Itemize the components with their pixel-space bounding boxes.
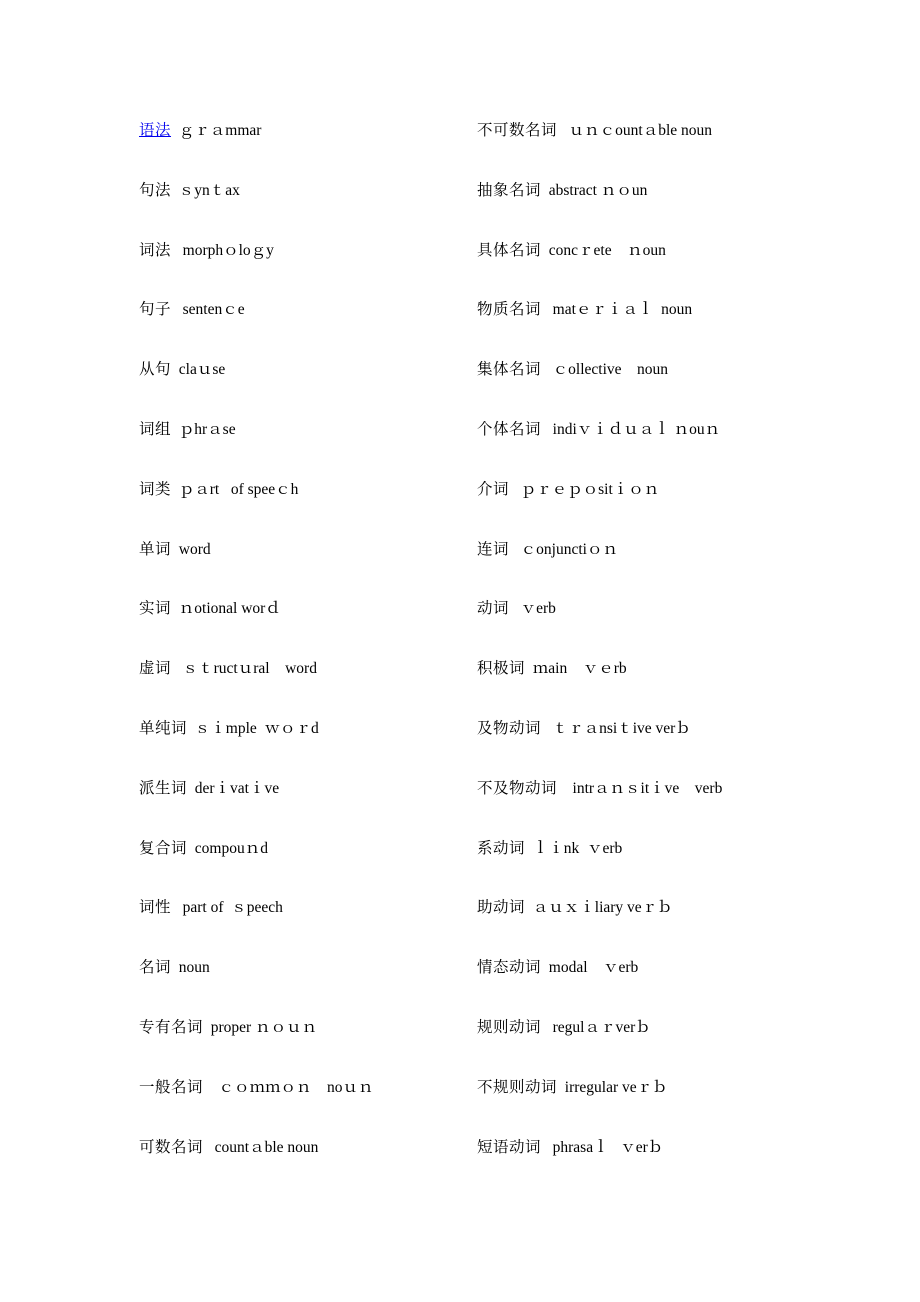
term-english: matｅｒｉａｌ noun	[541, 301, 693, 319]
term-entry	[477, 1075, 897, 1135]
term-chinese: 及物动词	[477, 719, 542, 737]
term-chinese: 个体名词	[477, 420, 542, 438]
term-english: noun	[171, 959, 210, 977]
term-chinese: 抽象名词	[477, 181, 542, 199]
term-english: morphｏloｇy	[171, 241, 274, 259]
term-chinese: 助动词	[477, 899, 526, 917]
term-english: ｐａrt of speeｃh	[171, 480, 299, 498]
term-english: ｓｔructｕral word	[171, 660, 317, 678]
term-entry	[477, 357, 897, 417]
term-english: ｓｉmple ｗｏｒd	[187, 719, 319, 737]
term-chinese: 系动词	[477, 839, 526, 857]
term-entry	[477, 955, 897, 1015]
term-english: derｉvatｉve	[187, 779, 280, 797]
term-chinese: 不规则动词	[477, 1078, 558, 1096]
term-chinese: 规则动词	[477, 1018, 542, 1036]
term-english: ｓynｔax	[171, 181, 240, 199]
term-english: concｒete ｎoun	[541, 241, 666, 259]
term-chinese: 可数名词	[139, 1138, 204, 1156]
term-entry	[477, 716, 897, 776]
term-chinese: 一般名词	[139, 1078, 204, 1096]
term-english: ｃollective noun	[541, 361, 669, 379]
term-chinese: 专有名词	[139, 1018, 204, 1036]
term-english: ｇｒａmmar	[171, 122, 262, 139]
term-english: claｕse	[171, 361, 226, 379]
term-english: ｎotional worｄ	[171, 600, 281, 618]
term-entry	[477, 238, 897, 298]
term-english: ｐｒｅｐｏsitｉｏｎ	[509, 480, 660, 498]
term-chinese: 动词	[477, 600, 510, 618]
term-english: regulａｒverｂ	[541, 1018, 651, 1036]
term-entry	[477, 776, 897, 836]
term-english: compouｎd	[187, 839, 268, 857]
term-chinese: 不及物动词	[477, 779, 558, 797]
term-english: ｃonjunctiｏｎ	[509, 540, 618, 558]
term-chinese: 虚词	[139, 660, 172, 678]
term-english: countａble noun	[203, 1138, 319, 1156]
term-english: ｌｉnk ｖerb	[525, 839, 623, 857]
term-english: abstract ｎｏun	[541, 181, 648, 199]
term-chinese: 词性	[139, 899, 172, 917]
term-english: ａｕｘｉliary veｒｂ	[525, 899, 673, 917]
term-entry	[477, 417, 897, 477]
term-entry	[477, 895, 897, 955]
term-english: proper ｎｏｕｎ	[203, 1018, 318, 1036]
term-chinese: 派生词	[139, 779, 188, 797]
term-chinese: 从句	[139, 361, 172, 379]
term-english: part of ｓpeech	[171, 899, 283, 917]
term-chinese: 介词	[477, 480, 510, 498]
term-entry	[477, 596, 897, 656]
term-chinese: 词组	[139, 420, 172, 438]
term-chinese: 具体名词	[477, 241, 542, 259]
term-chinese: 连词	[477, 540, 510, 558]
term-english: sentenｃe	[171, 301, 245, 319]
term-chinese: 集体名词	[477, 361, 542, 379]
term-chinese: 不可数名词	[477, 122, 558, 139]
term-entry	[477, 178, 897, 238]
term-entry	[477, 1015, 897, 1075]
term-entry	[477, 836, 897, 896]
term-english: ｔｒａnsiｔive verｂ	[541, 719, 691, 737]
term-english: irregular veｒｂ	[557, 1078, 668, 1096]
term-chinese: 实词	[139, 600, 172, 618]
term-chinese: 物质名词	[477, 301, 542, 319]
term-chinese: 词类	[139, 480, 172, 498]
term-english: ｕｎｃountａble noun	[557, 122, 713, 139]
term-entry	[477, 537, 897, 597]
right-column	[477, 118, 897, 1194]
term-chinese: 单纯词	[139, 719, 188, 737]
term-entry	[477, 118, 897, 178]
term-chinese: 情态动词	[477, 959, 542, 977]
term-english: intrａｎｓitｉve verb	[557, 779, 723, 797]
term-english: modal ｖerb	[541, 959, 639, 977]
term-chinese: 词法	[139, 241, 172, 259]
term-chinese: 短语动词	[477, 1138, 542, 1156]
term-english: ｐhrａse	[171, 420, 236, 438]
term-english: ｖerb	[509, 600, 556, 618]
term-english: phrasaｌ ｖerｂ	[541, 1138, 664, 1156]
term-english: word	[171, 540, 211, 558]
term-english: ｍain ｖｅrb	[525, 660, 627, 678]
term-chinese: 单词	[139, 540, 172, 558]
term-chinese: 名词	[139, 959, 172, 977]
term-entry	[477, 477, 897, 537]
term-chinese: 积极词	[477, 660, 526, 678]
grammar-link[interactable]: 语法	[139, 122, 172, 139]
term-chinese: 句法	[139, 181, 172, 199]
term-english: indiｖｉｄｕａｌ ｎouｎ	[541, 420, 721, 438]
term-english: ｃｏｍｍｏｎ noｕｎ	[203, 1078, 374, 1096]
term-entry	[477, 656, 897, 716]
term-entry	[477, 297, 897, 357]
term-entry	[477, 1135, 897, 1195]
term-chinese: 句子	[139, 301, 172, 319]
term-chinese: 复合词	[139, 839, 188, 857]
